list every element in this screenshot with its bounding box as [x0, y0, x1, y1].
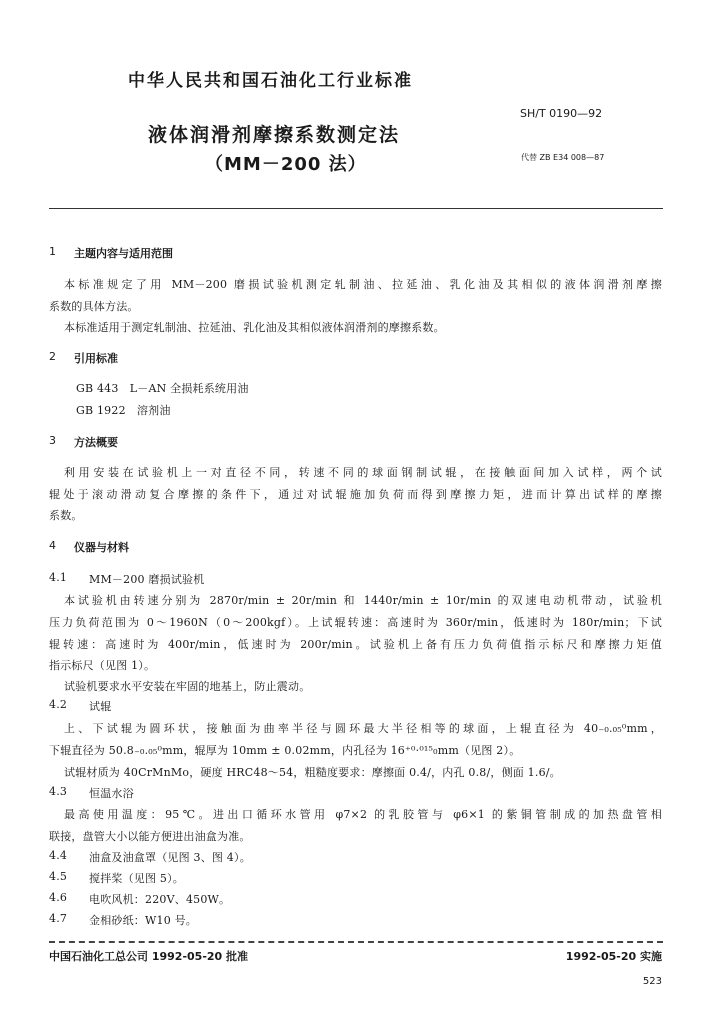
paragraph-line: 系数的具体方法。	[49, 300, 139, 313]
paragraph-line: 最高使用温度：95℃。进出口循环水管用 φ7×2 的乳胶管与 φ6×1 的紫铜管制成的加热盘管相	[64, 808, 662, 821]
header-divider	[49, 208, 663, 209]
effective-date: 1992-05-20 实施	[565, 950, 662, 963]
subsection-number: 4.3	[49, 785, 68, 798]
paragraph-line: 系数。	[49, 509, 83, 522]
standard-category: 中华人民共和国石油化工行业标准	[128, 71, 413, 91]
paragraph-line: 上、下试辊为圆环状，接触面为曲率半径与圆环最大半径相等的球面，上辊直径为 40₋₀.₀₅⁰mm，	[64, 722, 662, 735]
subsection-number: 4.6	[49, 891, 68, 904]
reference-item: GB 1922 溶剂油	[76, 404, 171, 417]
footer-divider	[49, 941, 663, 943]
section-title: 主题内容与适用范围	[74, 247, 173, 260]
paragraph-line: 指示标尺（见图 1）。	[49, 659, 156, 672]
document-subtitle: （MM－200 法）	[205, 154, 367, 175]
subsection-number: 4.4	[49, 849, 68, 862]
standard-code: SH/T 0190—92	[520, 107, 603, 120]
subsection-number: 4.1	[49, 571, 68, 584]
paragraph-line: 联接，盘管大小以能方便进出油盒为准。	[49, 830, 251, 843]
section-number: 2	[49, 350, 56, 363]
section-number: 4	[49, 539, 56, 552]
subsection-title: 试辊	[89, 700, 112, 713]
section-title: 仪器与材料	[74, 541, 129, 554]
document-title: 液体润滑剂摩擦系数测定法	[148, 124, 401, 146]
approval-line: 中国石油化工总公司 1992-05-20 批准	[49, 950, 249, 963]
paragraph-line: 试验机要求水平安装在牢固的地基上，防止震动。	[64, 680, 311, 693]
paragraph-line: 利用安装在试验机上一对直径不同，转速不同的球面钢制试辊，在接触面间加入试样，两个试	[64, 466, 662, 479]
paragraph-line: 本标准适用于测定轧制油、拉延油、乳化油及其相似液体润滑剂的摩擦系数。	[64, 321, 445, 334]
subsection-text: 搅拌桨（见图 5）。	[89, 872, 184, 885]
subsection-number: 4.7	[49, 912, 68, 925]
section-title: 方法概要	[74, 436, 118, 449]
reference-item: GB 443 L－AN 全损耗系统用油	[76, 382, 249, 395]
paragraph-line: 辊转速：高速时为 400r/min，低速时为 200r/min。试验机上备有压力负荷值指示标尺和摩擦力矩值	[49, 638, 662, 651]
paragraph-line: 辊处于滚动滑动复合摩擦的条件下，通过对试辊施加负荷而得到摩擦力矩，进而计算出试样的摩擦	[49, 488, 662, 501]
subsection-number: 4.2	[49, 698, 68, 711]
subsection-number: 4.5	[49, 870, 68, 883]
section-number: 3	[49, 434, 56, 447]
subsection-title: 恒温水浴	[89, 787, 134, 800]
paragraph-line: 试辊材质为 40CrMnMo，硬度 HRC48～54，粗糙度要求：摩擦面 0.4/，内孔 0.8/，侧面 1.6/。	[64, 766, 561, 779]
section-number: 1	[49, 245, 56, 258]
section-title: 引用标准	[74, 352, 118, 365]
page-number: 523	[642, 976, 662, 987]
paragraph-line: 本试验机由转速分别为 2870r/min ± 20r/min 和 1440r/min ± 10r/min 的双速电动机带动，试验机	[64, 594, 662, 607]
subsection-text: 油盒及油盒罩（见图 3、图 4）。	[89, 851, 251, 864]
subsection-text: 电吹风机：220V、450W。	[89, 893, 231, 906]
subsection-text: 金相砂纸：W10 号。	[89, 914, 197, 927]
paragraph-line: 本标准规定了用 MM－200 磨损试验机测定轧制油、拉延油、乳化油及其相似的液体润滑剂摩擦	[64, 278, 662, 291]
replaced-standard: 代替 ZB E34 008—87	[521, 153, 605, 162]
paragraph-line: 下辊直径为 50.8₋₀.₀₅⁰mm，辊厚为 10mm ± 0.02mm，内孔径为 16⁺⁰·⁰¹⁵₀mm（见图 2）。	[49, 744, 521, 757]
paragraph-line: 压力负荷范围为 0～1960N（0～200kgf）。上试辊转速：高速时为 360r/min，低速时为 180r/min；下试	[49, 616, 662, 629]
subsection-title: MM－200 磨损试验机	[89, 573, 205, 586]
